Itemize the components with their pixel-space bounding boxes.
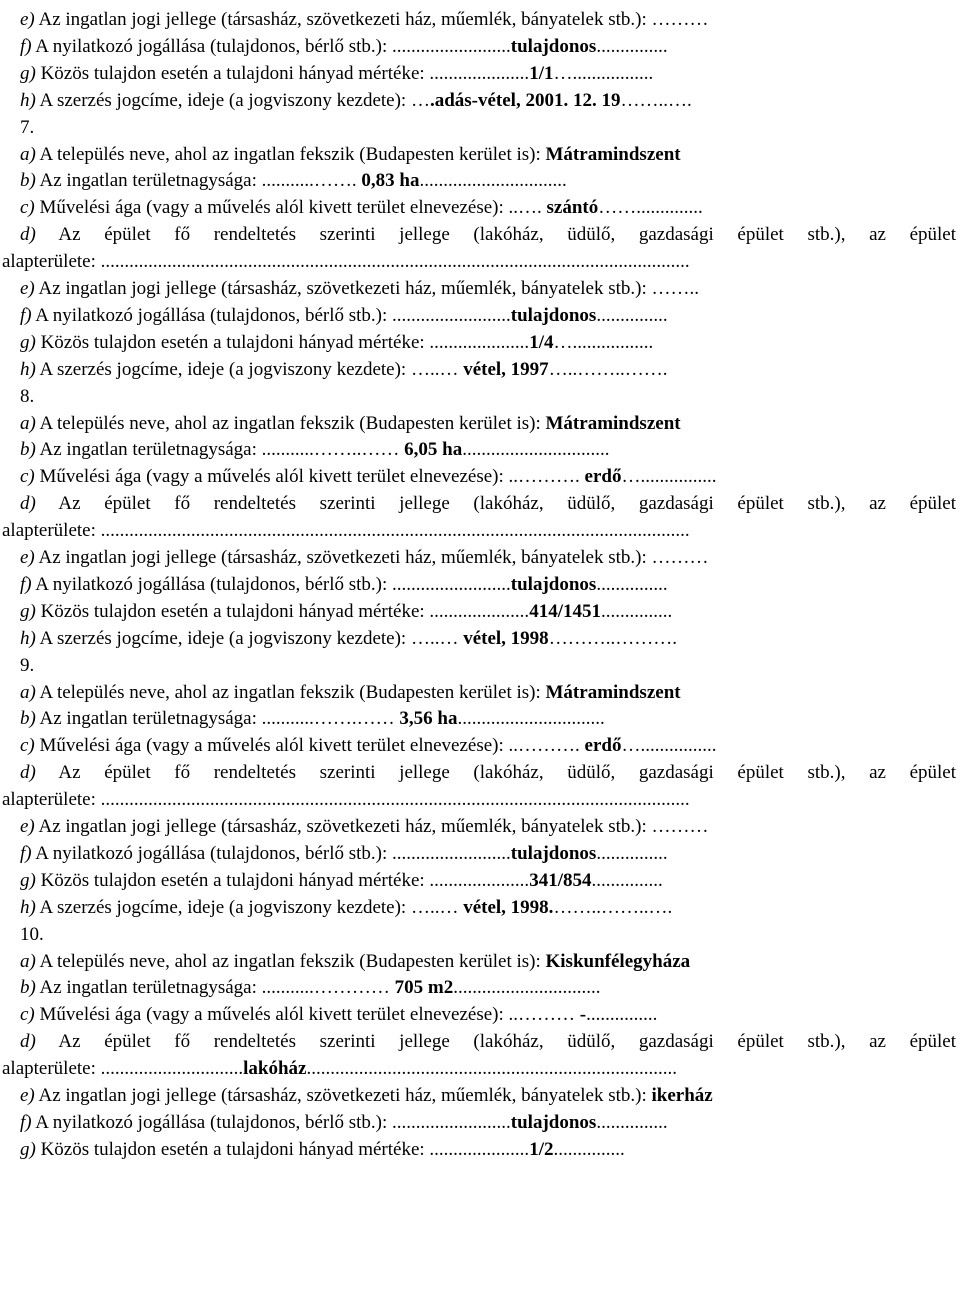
field-line — [20, 60, 956, 87]
field-line — [20, 1001, 956, 1028]
field-line — [20, 6, 956, 33]
field-line — [20, 33, 956, 60]
field-line — [20, 275, 956, 302]
field-label: A szerzés jogcíme, ideje (a jogviszony kezdete): …..… — [35, 896, 464, 918]
field-label: Az ingatlan jogi jellege (társasház, szövetkezeti ház, műemlék, bányatelek stb.): — [34, 1085, 652, 1106]
field-label: Az épület fő rendeltetés szerinti jellege (lakóház, üdülő, gazdasági épület stb.), az épület — [35, 224, 956, 246]
field-letter: f) — [20, 304, 32, 326]
field-label: A település neve, ahol az ingatlan fekszik (Budapesten kerület is): — [35, 681, 546, 703]
section-heading — [20, 114, 956, 141]
field-letter: a) — [20, 143, 36, 165]
field-value: 414/1451 — [529, 600, 601, 622]
field-line — [20, 759, 956, 786]
field-letter: a) — [20, 681, 36, 703]
field-filler: …….............. — [598, 197, 703, 219]
line-text: alapterülete: ............................................................................................................................ — [2, 251, 690, 273]
field-line — [20, 705, 956, 732]
field-filler: ………..………. — [548, 627, 677, 649]
field-filler: ............... — [591, 869, 663, 891]
field-letter: b) — [20, 708, 36, 730]
field-line — [20, 974, 956, 1001]
field-filler: …..……..……. — [548, 358, 668, 380]
field-label: A szerzés jogcíme, ideje (a jogviszony kezdete): …..… — [35, 358, 464, 380]
field-letter: g) — [20, 600, 36, 622]
field-label: Művelési ága (vagy a művelés alól kivett terület elnevezése): ..……… — [34, 1004, 580, 1026]
field-line — [20, 1028, 956, 1055]
field-label: Közös tulajdon esetén a tulajdoni hányad mértéke: ..................... — [35, 600, 530, 622]
field-letter: g) — [20, 331, 36, 353]
field-label: Az épület fő rendeltetés szerinti jellege (lakóház, üdülő, gazdasági épület stb.), az épület — [35, 1031, 956, 1053]
field-label: Az ingatlan területnagysága: ...........……. — [35, 170, 362, 192]
field-filler: ............... — [596, 304, 668, 326]
field-value: erdő — [584, 466, 622, 488]
field-filler: ............... — [596, 842, 668, 864]
field-line — [20, 1136, 956, 1163]
field-letter: c) — [20, 197, 35, 219]
field-value: 1/4 — [529, 331, 554, 353]
field-value: ikerház — [651, 1085, 713, 1106]
field-value: vétel, 1998 — [463, 627, 549, 649]
field-line — [20, 1082, 956, 1109]
field-filler: ............................... — [457, 708, 605, 730]
field-value: Mátramindszent — [545, 681, 681, 703]
field-letter: c) — [20, 1004, 35, 1026]
field-label: Közös tulajdon esetén a tulajdoni hányad mértéke: ..................... — [35, 869, 530, 891]
field-label: Művelési ága (vagy a művelés alól kivett terület elnevezése): ..………. — [34, 735, 585, 757]
field-line — [20, 732, 956, 759]
field-label: Az ingatlan jogi jellege (társasház, szövetkezeti ház, műemlék, bányatelek stb.): ……… — [34, 816, 709, 837]
field-filler: ............... — [600, 600, 673, 622]
field-letter: e) — [20, 278, 35, 299]
field-value: 1/1 — [529, 62, 554, 84]
field-label: Az ingatlan jogi jellege (társasház, szövetkezeti ház, műemlék, bányatelek stb.): ……… — [34, 547, 709, 568]
field-letter: h) — [20, 896, 36, 918]
field-line — [20, 463, 956, 490]
field-letter: g) — [20, 62, 36, 84]
field-filler: …................. — [553, 331, 654, 353]
field-filler: ............................... — [453, 977, 601, 999]
field-label: Közös tulajdon esetén a tulajdoni hányad mértéke: ..................... — [35, 62, 530, 84]
field-letter: e) — [20, 816, 35, 837]
field-label: Az ingatlan területnagysága: ...........………… — [35, 977, 395, 999]
field-letter: a) — [20, 412, 36, 434]
continuation-line — [2, 248, 956, 275]
field-value: tulajdonos — [510, 1111, 597, 1133]
field-value: .adás-vétel, 2001. 12. 19 — [429, 89, 621, 111]
field-line — [20, 490, 956, 517]
field-filler: ............... — [586, 1004, 658, 1026]
field-letter: b) — [20, 170, 36, 192]
field-label: Művelési ága (vagy a művelés alól kivett terület elnevezése): ..…. — [34, 197, 547, 219]
line-text: alapterülete: ............................................................................................................................ — [2, 520, 690, 542]
field-label: A település neve, ahol az ingatlan fekszik (Budapesten kerület is): — [35, 412, 546, 434]
field-letter: d) — [20, 224, 36, 246]
field-line — [20, 1109, 956, 1136]
field-line — [20, 679, 956, 706]
field-line — [20, 356, 956, 383]
field-letter: f) — [20, 842, 32, 864]
field-label: Közös tulajdon esetén a tulajdoni hányad mértéke: ..................... — [35, 331, 530, 353]
field-letter: d) — [20, 762, 36, 784]
field-label: A település neve, ahol az ingatlan fekszik (Budapesten kerület is): — [35, 950, 546, 972]
field-value: tulajdonos — [510, 573, 597, 595]
field-letter: e) — [20, 9, 35, 30]
field-value: 3,56 ha — [399, 708, 458, 730]
field-value: - — [579, 1004, 587, 1026]
section-number: 8. — [20, 385, 35, 407]
section-number: 10. — [20, 923, 44, 945]
field-filler: …................ — [621, 466, 717, 488]
field-letter: g) — [20, 869, 36, 891]
field-line — [20, 194, 956, 221]
field-label: A nyilatkozó jogállása (tulajdonos, bérlő stb.): ......................... — [31, 304, 511, 326]
field-label: A nyilatkozó jogállása (tulajdonos, bérlő stb.): ......................... — [31, 842, 511, 864]
field-filler: …................. — [553, 62, 654, 84]
field-filler: …................ — [621, 735, 717, 757]
field-label: Közös tulajdon esetén a tulajdoni hányad mértéke: ..................... — [35, 1138, 530, 1160]
field-line — [20, 894, 956, 921]
field-line — [20, 840, 956, 867]
section-heading — [20, 921, 956, 948]
field-value: tulajdonos — [510, 842, 597, 864]
field-value: Mátramindszent — [545, 143, 681, 165]
field-value: tulajdonos — [510, 304, 597, 326]
field-filler: ............... — [596, 573, 668, 595]
field-label: Az ingatlan jogi jellege (társasház, szövetkezeti ház, műemlék, bányatelek stb.): …….. — [34, 278, 700, 299]
field-label: A nyilatkozó jogállása (tulajdonos, bérlő stb.): ......................... — [31, 35, 511, 57]
field-value: tulajdonos — [510, 35, 597, 57]
field-label: A nyilatkozó jogállása (tulajdonos, bérlő stb.): ......................... — [31, 1111, 511, 1133]
field-filler: .............................................................................. — [306, 1058, 677, 1080]
field-line — [20, 141, 956, 168]
field-value: vétel, 1997 — [463, 358, 549, 380]
field-label: A szerzés jogcíme, ideje (a jogviszony kezdete): … — [35, 89, 430, 111]
field-letter: c) — [20, 735, 35, 757]
field-line — [20, 948, 956, 975]
field-value: erdő — [584, 735, 622, 757]
field-letter: f) — [20, 573, 32, 595]
section-number: 7. — [20, 116, 35, 138]
continuation-line — [2, 786, 956, 813]
field-label: Művelési ága (vagy a művelés alól kivett terület elnevezése): ..………. — [34, 466, 585, 488]
field-letter: e) — [20, 1085, 35, 1106]
field-label: A nyilatkozó jogállása (tulajdonos, bérlő stb.): ......................... — [31, 573, 511, 595]
field-value: 0,83 ha — [361, 170, 420, 192]
field-label: Az épület fő rendeltetés szerinti jellege (lakóház, üdülő, gazdasági épület stb.), az épület — [35, 762, 956, 784]
field-filler: ............................... — [419, 170, 567, 192]
field-letter: b) — [20, 977, 36, 999]
field-value: 1/2 — [529, 1138, 554, 1160]
continuation-line — [2, 1055, 956, 1082]
field-filler: ……..…. — [620, 89, 692, 111]
field-value: szántó — [546, 197, 599, 219]
field-label: Az ingatlan területnagysága: ...........…….…… — [35, 708, 400, 730]
field-label: Az ingatlan jogi jellege (társasház, szövetkezeti ház, műemlék, bányatelek stb.): ……… — [34, 9, 709, 30]
field-filler: ............... — [553, 1138, 625, 1160]
field-letter: c) — [20, 466, 35, 488]
field-filler: ............... — [596, 1111, 668, 1133]
field-line — [20, 544, 956, 571]
field-line — [20, 167, 956, 194]
field-value: 705 m2 — [394, 977, 454, 999]
field-filler: ............................... — [462, 439, 610, 461]
line-text: alapterülete: ............................................................................................................................ — [2, 789, 690, 811]
field-label: A település neve, ahol az ingatlan fekszik (Budapesten kerület is): — [35, 143, 546, 165]
line-text: alapterülete: .............................. — [2, 1058, 244, 1080]
field-line — [20, 221, 956, 248]
field-value: Kiskunfélegyháza — [545, 950, 691, 972]
continuation-line — [2, 517, 956, 544]
field-letter: e) — [20, 547, 35, 568]
field-line — [20, 87, 956, 114]
field-label: A szerzés jogcíme, ideje (a jogviszony kezdete): …..… — [35, 627, 464, 649]
section-heading — [20, 383, 956, 410]
field-letter: a) — [20, 950, 36, 972]
field-letter: h) — [20, 89, 36, 111]
field-line — [20, 436, 956, 463]
field-filler: ............... — [596, 35, 668, 57]
field-letter: g) — [20, 1138, 36, 1160]
field-label: Az ingatlan területnagysága: ...........……..…… — [35, 439, 405, 461]
field-value: Mátramindszent — [545, 412, 681, 434]
field-letter: f) — [20, 35, 32, 57]
field-line — [20, 867, 956, 894]
field-value: 6,05 ha — [404, 439, 463, 461]
field-line — [20, 571, 956, 598]
field-line — [20, 813, 956, 840]
field-filler: ……..……..…. — [553, 896, 673, 918]
field-letter: d) — [20, 493, 36, 515]
field-label: Az épület fő rendeltetés szerinti jellege (lakóház, üdülő, gazdasági épület stb.), az épület — [35, 493, 956, 515]
field-value: 341/854 — [529, 869, 592, 891]
field-letter: f) — [20, 1111, 32, 1133]
section-number: 9. — [20, 654, 35, 676]
section-heading — [20, 652, 956, 679]
field-line — [20, 410, 956, 437]
field-letter: h) — [20, 627, 36, 649]
field-letter: h) — [20, 358, 36, 380]
field-value: lakóház — [243, 1058, 307, 1080]
field-line — [20, 625, 956, 652]
field-line — [20, 598, 956, 625]
field-line — [20, 329, 956, 356]
field-line — [20, 302, 956, 329]
field-value: vétel, 1998. — [463, 896, 554, 918]
field-letter: d) — [20, 1031, 36, 1053]
field-letter: b) — [20, 439, 36, 461]
